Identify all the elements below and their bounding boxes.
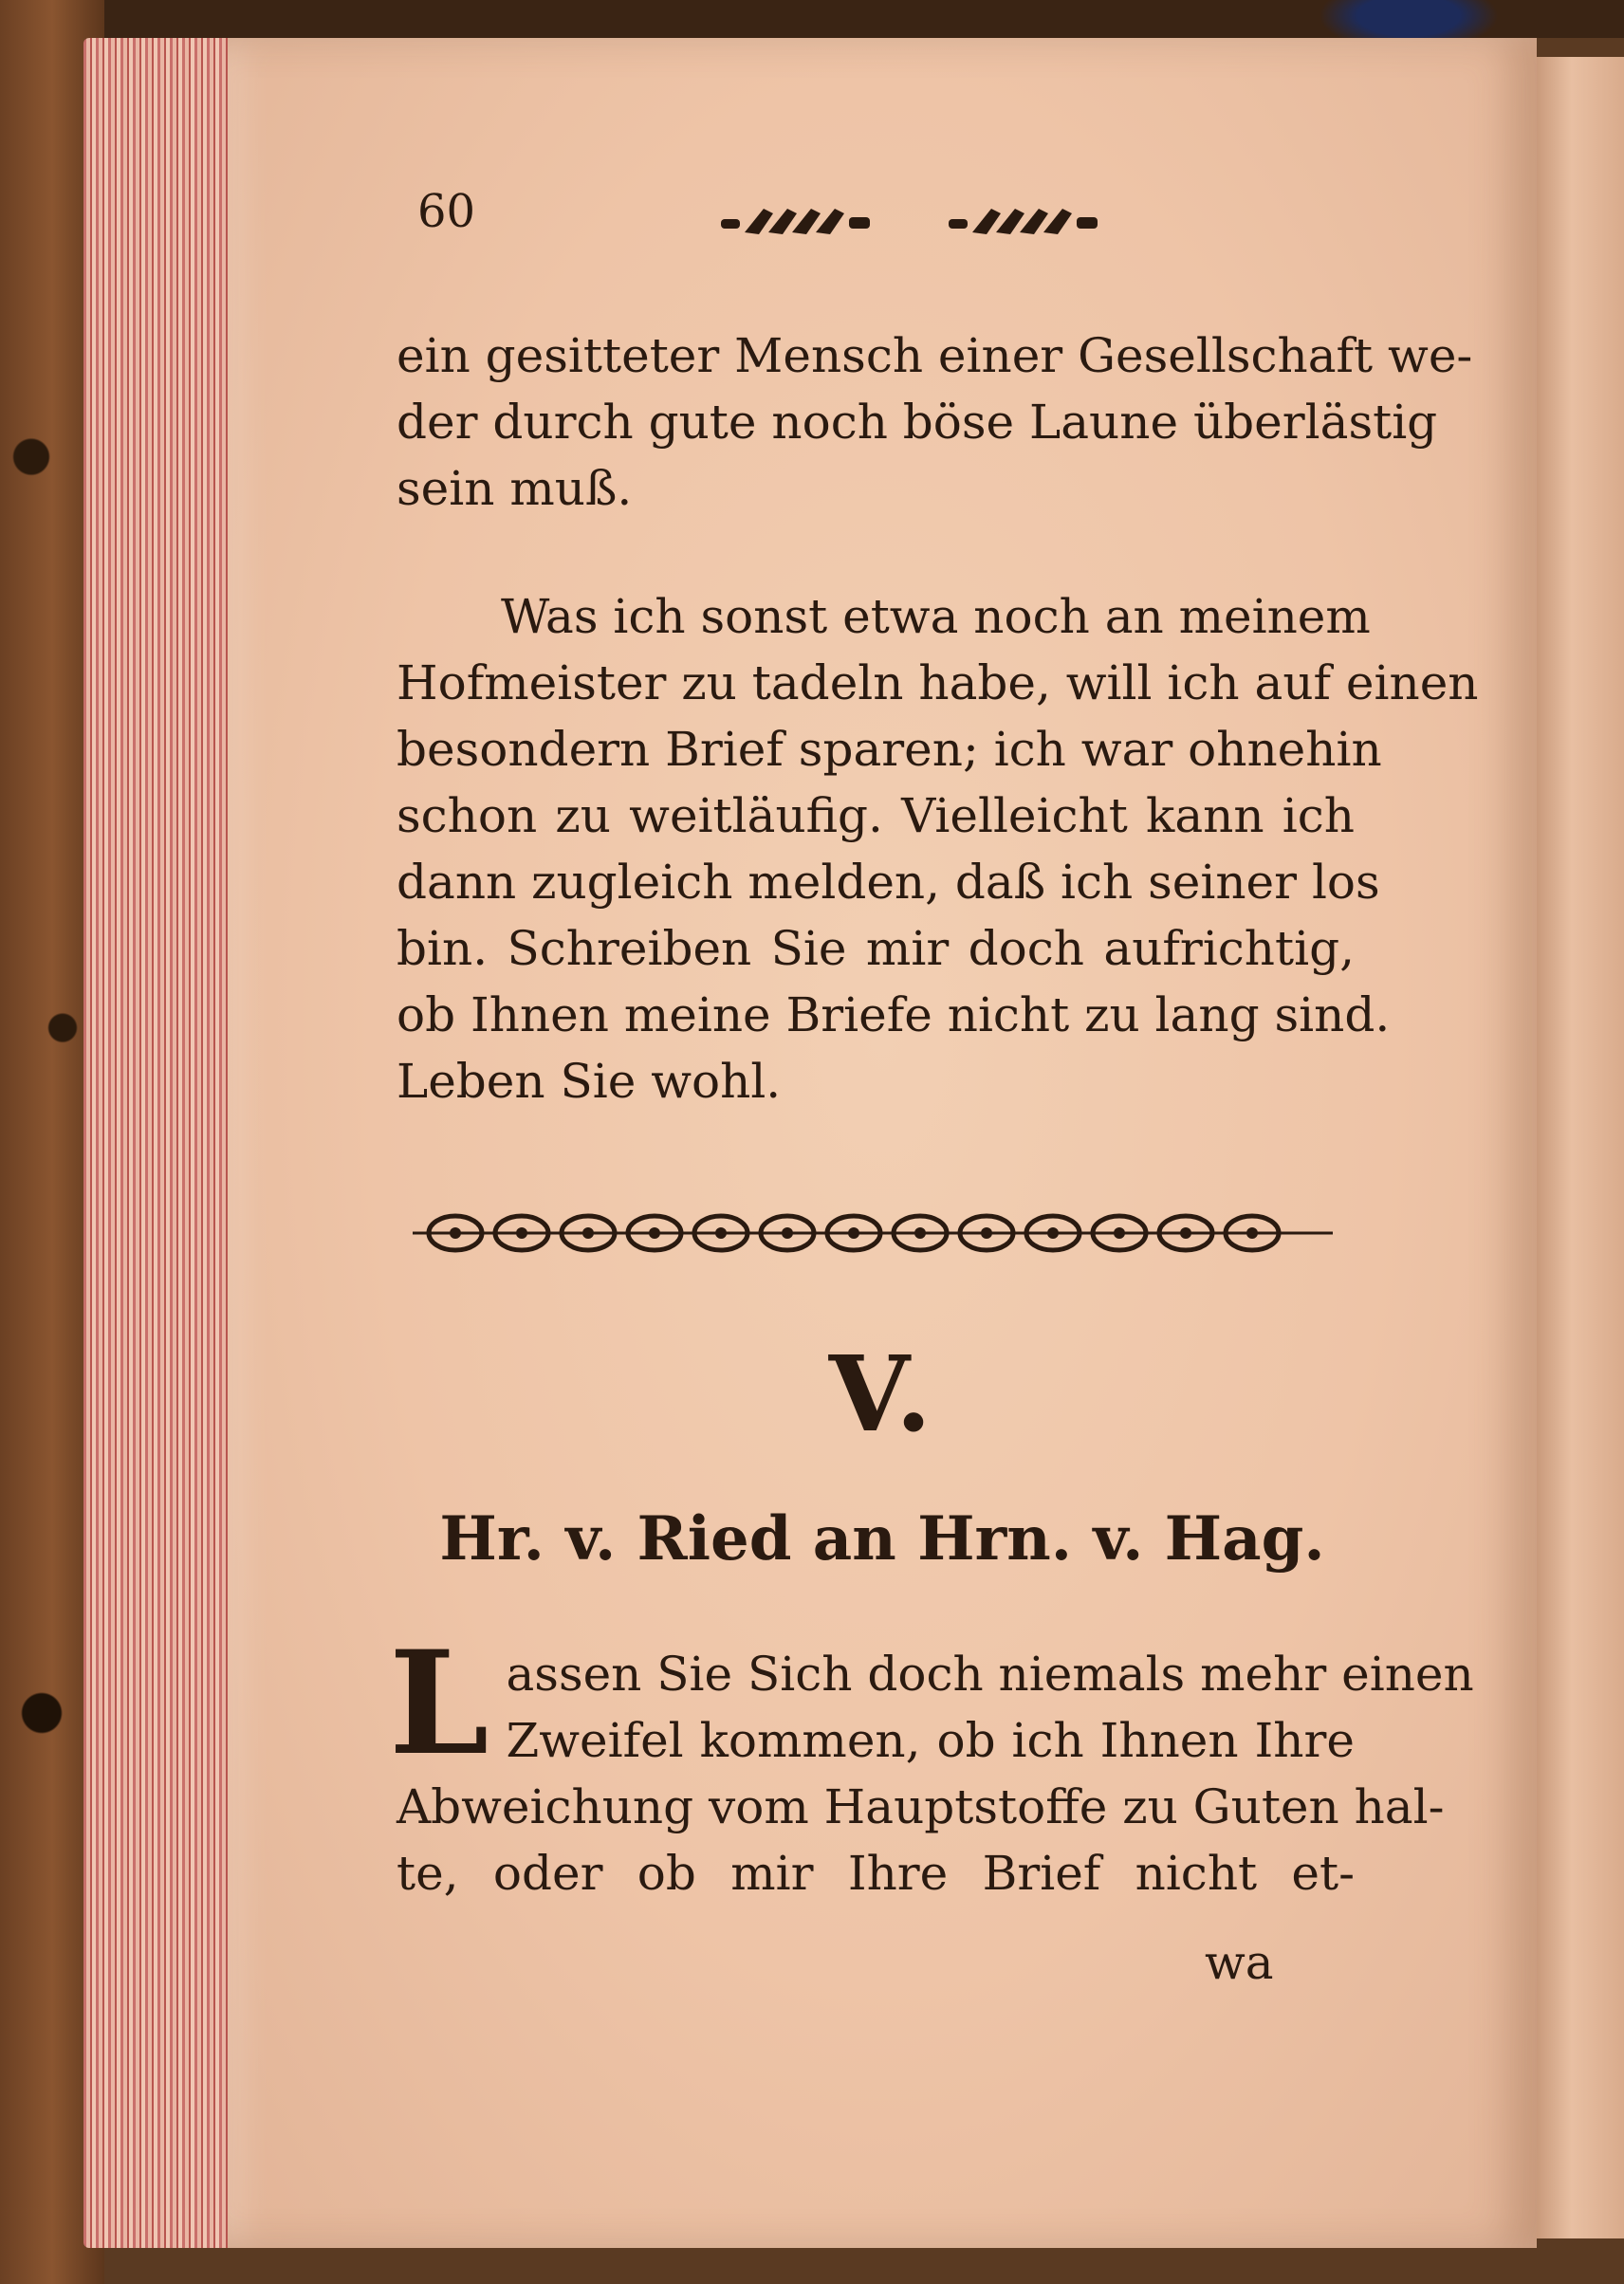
text-line: Hofmeister zu tadeln habe, will ich auf einen [397,655,1479,710]
page-edges [83,38,235,2248]
chapter-title: Hr. v. Ried an Hrn. v. Hag. [439,1503,1325,1575]
chapter-numeral: V. [828,1333,936,1455]
page-number: 60 [417,185,476,238]
text-line: Zweifel kommen, ob ich Ihnen Ihre [506,1713,1355,1768]
text-line: te, oder ob mir Ihre Brief nicht et- [397,1846,1355,1901]
ornament-icon [716,194,877,251]
text-line: ob Ihnen meine Briefe nicht zu lang sind. [397,987,1391,1042]
letter-opening-paragraph [389,1620,1474,1906]
drop-cap: L [389,1620,489,1787]
ornament-icon [944,194,1105,251]
chain-divider-ornament [403,1200,1342,1266]
paragraph-2 [397,583,1479,1114]
text-line: ein gesitteter Mensch einer Gesellschaft we- [397,328,1473,383]
paragraph-1 [397,322,1473,522]
text-line: Was ich sonst etwa noch an meinem [501,589,1371,644]
text-line: besondern Brief sparen; ich war ohnehin [397,722,1382,777]
text-line: Leben Sie wohl. [397,1054,782,1109]
text-line: sein muß. [397,461,633,516]
text-line: dann zugleich melden, daß ich seiner los [397,855,1380,910]
book-page [228,38,1537,2248]
text-line: assen Sie Sich doch niemals mehr einen [506,1647,1474,1702]
facing-page [1537,57,1624,2238]
catchword: wa [1205,1935,1274,1990]
text-line: schon zu weitläufig. Vielleicht kann ich [397,788,1355,843]
text-line: der durch gute noch böse Laune überlästig [397,395,1438,450]
text-line: bin. Schreiben Sie mir doch aufrichtig, [397,921,1355,976]
header-ornament [716,190,1105,256]
text-line: Abweichung vom Hauptstoffe zu Guten hal- [397,1779,1445,1834]
